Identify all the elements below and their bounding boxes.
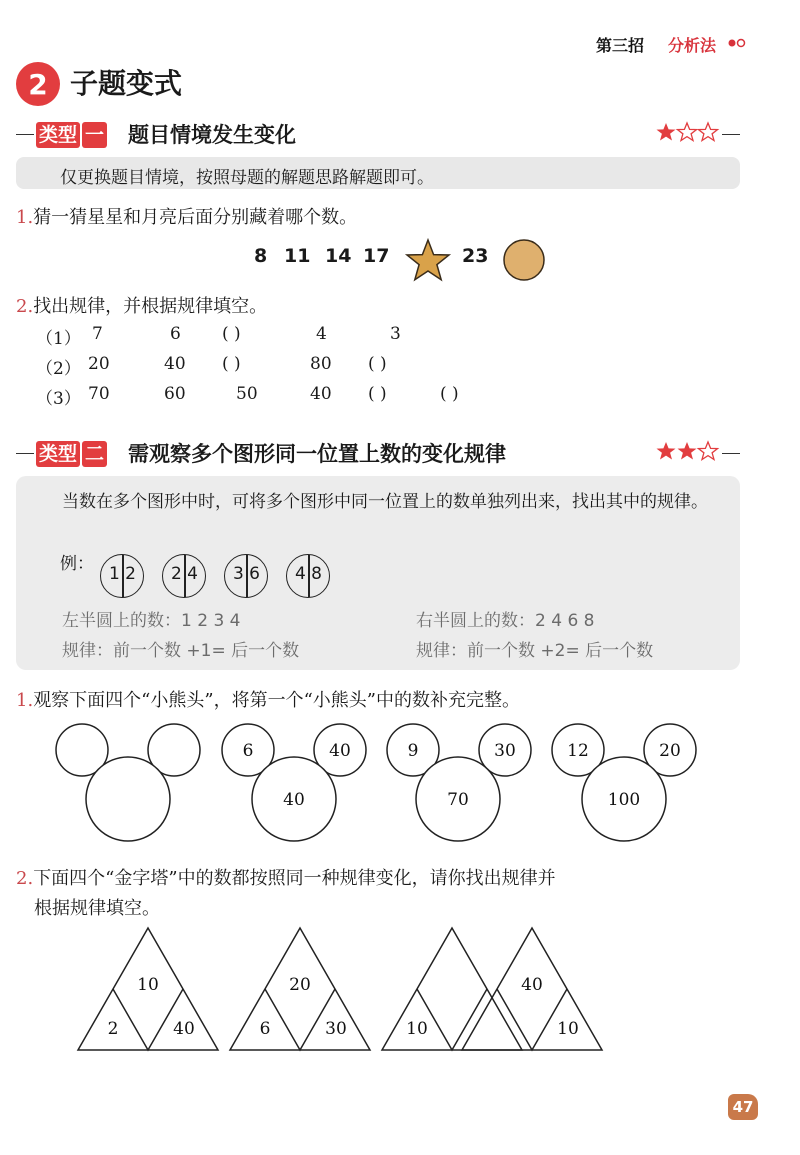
type2-title: 需观察多个图形同一位置上数的变化规律: [128, 442, 506, 466]
bear-bottom-number: 70: [447, 790, 469, 810]
star-icon: [405, 238, 451, 282]
method-label: 分析法: [668, 36, 717, 55]
example-circle: 4 8: [286, 554, 330, 598]
type2-header: [16, 441, 740, 473]
sequence-row-2: （2） 20 40 ( ) 80 ( ): [36, 354, 387, 379]
bear-left-number: 12: [567, 741, 589, 761]
question-3: 1.观察下面四个“小熊头”，将第一个“小熊头”中的数补充完整。: [16, 690, 520, 711]
star-filled-icon: [656, 441, 676, 461]
type1-title: 题目情境发生变化: [128, 123, 296, 147]
sequence-item: 8: [254, 245, 268, 267]
pyramid-left-number: 2: [107, 1019, 119, 1039]
blank-field[interactable]: ( ): [222, 354, 241, 374]
question-4: 2.下面四个“金字塔”中的数都按照同一种规律变化，请你找出规律并: [16, 868, 556, 889]
pyramid-right-number: 30: [325, 1019, 347, 1039]
pyramid-top-number: 10: [137, 975, 159, 995]
star-empty-icon: [698, 122, 718, 142]
star-empty-icon: [677, 122, 697, 142]
type1-tip-text: 仅更换题目情境，按照母题的解题思路解题即可。: [60, 168, 434, 188]
sequence-item: 23: [462, 245, 489, 267]
sequence-item: 17: [363, 245, 390, 267]
type2-tip-text: 当数在多个图形中时，可将多个图形中同一位置上的数单独列出来，找出其中的规律。: [62, 492, 708, 512]
type1-tip-box: [16, 157, 740, 189]
blank-field[interactable]: ( ): [222, 324, 241, 344]
page-number: 47: [728, 1094, 758, 1120]
type2-difficulty-stars: [656, 441, 718, 461]
left-values-text: 左半圆上的数：1 2 3 4: [62, 611, 241, 631]
sequence-row-3: （3） 70 60 50 40 ( ) ( ): [36, 384, 459, 409]
example-circle: 2 4: [162, 554, 206, 598]
example-circle: 1 2: [100, 554, 144, 598]
bear-left-number: 9: [407, 741, 419, 761]
sequence-row-1: （1） 7 6 ( ) 4 3: [36, 324, 401, 349]
blank-field[interactable]: ( ): [440, 384, 459, 404]
star-filled-icon: [677, 441, 697, 461]
blank-field[interactable]: ( ): [368, 354, 387, 374]
bear-head: [56, 724, 696, 841]
bear-right-number: 40: [329, 741, 351, 761]
question-1: 1.猜一猜星星和月亮后面分别藏着哪个数。: [16, 207, 358, 228]
type2-tip-box: [16, 476, 740, 670]
type1-header: [16, 122, 740, 154]
pyramids-figure: [76, 926, 579, 1054]
type1-tag: 类型 一: [36, 122, 107, 148]
bear-bottom-number: 40: [283, 790, 305, 810]
star-empty-icon: [698, 441, 718, 461]
bear-heads-figure: [40, 716, 680, 846]
sequence-item: 11: [284, 245, 311, 267]
example-circle: 3 6: [224, 554, 268, 598]
right-rule-text: 规律：前一个数 +2= 后一个数: [416, 641, 654, 661]
blank-field[interactable]: ( ): [368, 384, 387, 404]
left-rule-text: 规律：前一个数 +1= 后一个数: [62, 641, 300, 661]
section-title: 子题变式: [70, 67, 183, 100]
bear-right-number: 20: [659, 741, 681, 761]
moon-icon: [502, 238, 546, 282]
sequence-item: 14: [325, 245, 352, 267]
example-label: 例：: [60, 554, 94, 574]
dots-icon: [728, 38, 748, 48]
pyramid-right-number: 10: [557, 1019, 579, 1039]
right-values-text: 右半圆上的数：2 4 6 8: [416, 611, 595, 631]
chapter-label: 第三招: [596, 36, 645, 55]
section-number-badge: 2: [16, 62, 60, 106]
pyramid-top-number: 20: [289, 975, 311, 995]
pyramid-left-number: 10: [406, 1019, 428, 1039]
type1-difficulty-stars: [656, 122, 718, 142]
question-4-line2: 根据规律填空。: [34, 898, 160, 919]
pyramid-right-number: 40: [173, 1019, 195, 1039]
star-filled-icon: [656, 122, 676, 142]
bear-bottom-number: 100: [607, 790, 641, 810]
bear-left-number: 6: [242, 741, 254, 761]
type2-tag: 类型 二: [36, 441, 107, 467]
pyramid-top-number: 40: [521, 975, 543, 995]
question-2: 2.找出规律，并根据规律填空。: [16, 296, 268, 317]
bear-right-number: 30: [494, 741, 516, 761]
pyramid-left-number: 6: [259, 1019, 271, 1039]
